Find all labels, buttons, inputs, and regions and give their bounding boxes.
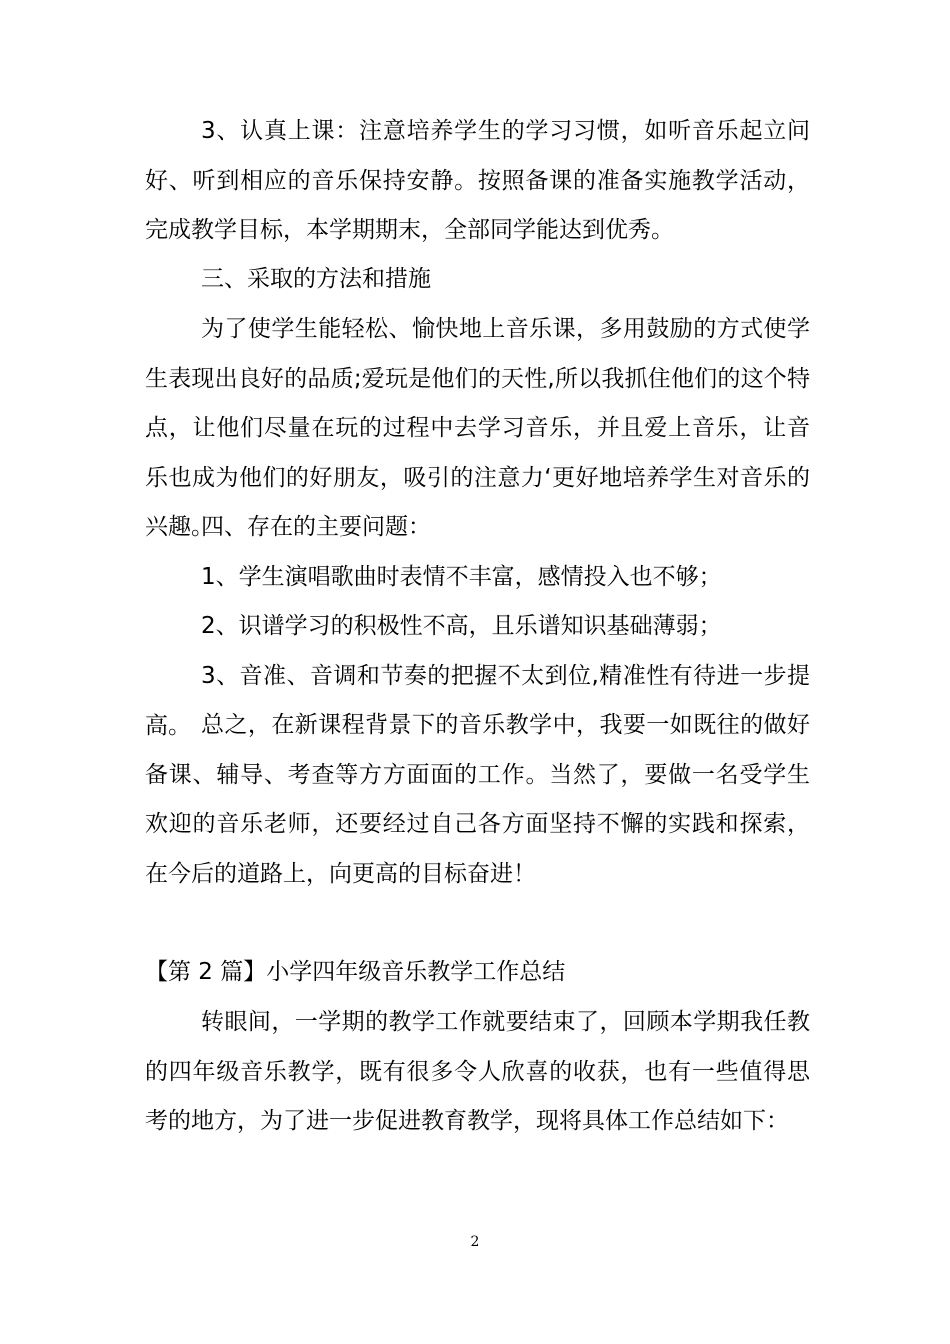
paragraph-section-intro: 转眼间，一学期的教学工作就要结束了，回顾本学期我任教的四年级音乐教学，既有很多令人欣喜的收获，也有一些值得思考的地方，为了进一步促进教育教学，现将具体工作总结如下：	[145, 1009, 810, 1134]
heading-main-problems: 四、存在的主要问题：	[201, 514, 431, 540]
paragraph-methods: 为了使学生能轻松、愉快地上音乐课，多用鼓励的方式使学生表现出良好的品质;爱玩是他们的天性,所以我抓住他们的这个特点，让他们尽量在玩的过程中去学习音乐，并且爱上音乐，让音乐也成为他们的好朋友，吸引的注意力‘更好地培养学生对音乐的兴趣。	[145, 316, 810, 540]
problem-item-2: 2、识谱学习的积极性不高，且乐谱知识基础薄弱；	[201, 613, 722, 639]
paragraph-attend-class: 3、认真上课：注意培养学生的学习习惯，如听音乐起立问好、听到相应的音乐保持安静。按照备课的准备实施教学活动，完成教学目标，本学期期末，全部同学能达到优秀。	[145, 118, 810, 243]
problem-item-1: 1、学生演唱歌曲时表情不丰富，感情投入也不够；	[201, 564, 722, 590]
section-heading: 【第 2 篇】小学四年级音乐教学工作总结	[145, 959, 566, 985]
heading-methods-measures: 三、采取的方法和措施	[201, 266, 431, 292]
page-number: 2	[470, 1234, 480, 1250]
paragraph-conclusion: 总之，在新课程背景下的音乐教学中，我要一如既往的做好备课、辅导、考查等方方面面的工作。当然了，要做一名受学生欢迎的音乐老师，还要经过自己各方面坚持不懈的实践和探索，在今后的道路上，向更高的目标奋进！	[145, 712, 810, 887]
problem-item-3: 3、音准、音调和节奏的把握不太到位,精准性有待进一步提高。	[145, 663, 810, 739]
